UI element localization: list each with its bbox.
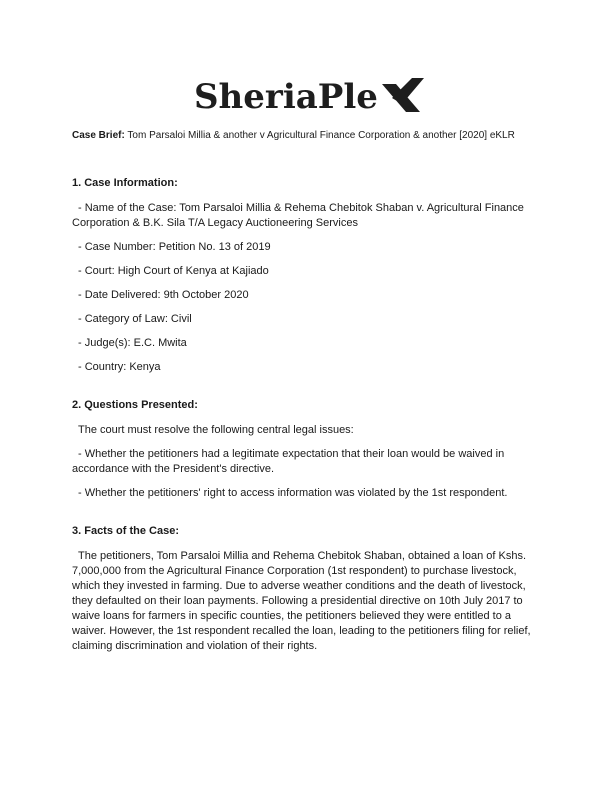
questions-intro: The court must resolve the following central legal issues: bbox=[78, 424, 354, 436]
document-body bbox=[72, 176, 542, 654]
court-item: - Court: High Court of Kenya at Kajiado bbox=[78, 265, 269, 277]
category-of-law-item: - Category of Law: Civil bbox=[78, 313, 192, 325]
case-number-item: - Case Number: Petition No. 13 of 2019 bbox=[78, 241, 271, 253]
logo-graphic bbox=[186, 72, 426, 120]
case-brief-label: Case Brief: bbox=[72, 130, 125, 141]
case-brief-title: Tom Parsaloi Millia & another v Agricultural Finance Corporation & another [2020] eKLR bbox=[127, 130, 515, 141]
case-name-item: - Name of the Case: Tom Parsaloi Millia & Rehema Chebitok Shaban v. Agricultural Finance Corporation & B.K. Sila T/A Legacy Auctioneering Services bbox=[72, 202, 524, 229]
date-delivered-item: - Date Delivered: 9th October 2020 bbox=[78, 289, 249, 301]
country-item: - Country: Kenya bbox=[78, 361, 161, 373]
logo-wordmark: SheriaPle bbox=[194, 77, 378, 117]
section-heading-questions-presented: 2. Questions Presented: bbox=[72, 399, 198, 411]
section-heading-case-information: 1. Case Information: bbox=[72, 177, 178, 189]
logo-x-mark bbox=[382, 78, 424, 112]
question-item-legitimate-expectation: - Whether the petitioners had a legitimate expectation that their loan would be waived in accordance with the President's directive. bbox=[72, 448, 505, 475]
facts-paragraph: The petitioners, Tom Parsaloi Millia and Rehema Chebitok Shaban, obtained a loan of Kshs. 7,000,000 from the Agricultural Finance Corporation (1st respondent) to purchase livestock, which they invested in farming. Due to adverse weather conditions and the death of livestock, they defaulted on their loan payments. Following a presidential directive on 10th July 2017 to waive loans for farmers in specific counties, the petitioners believed they were entitled to a waiver. However, the 1st respondent recalled the loan, leading to the petitioners filing for relief, claiming discrimination and violation of their rights. bbox=[72, 550, 531, 652]
sheriaplex-logo bbox=[0, 72, 612, 120]
case-brief-line bbox=[72, 129, 542, 142]
section-heading-facts: 3. Facts of the Case: bbox=[72, 525, 179, 537]
judges-item: - Judge(s): E.C. Mwita bbox=[78, 337, 187, 349]
question-item-access-to-information: - Whether the petitioners' right to access information was violated by the 1st respondent. bbox=[78, 487, 508, 499]
